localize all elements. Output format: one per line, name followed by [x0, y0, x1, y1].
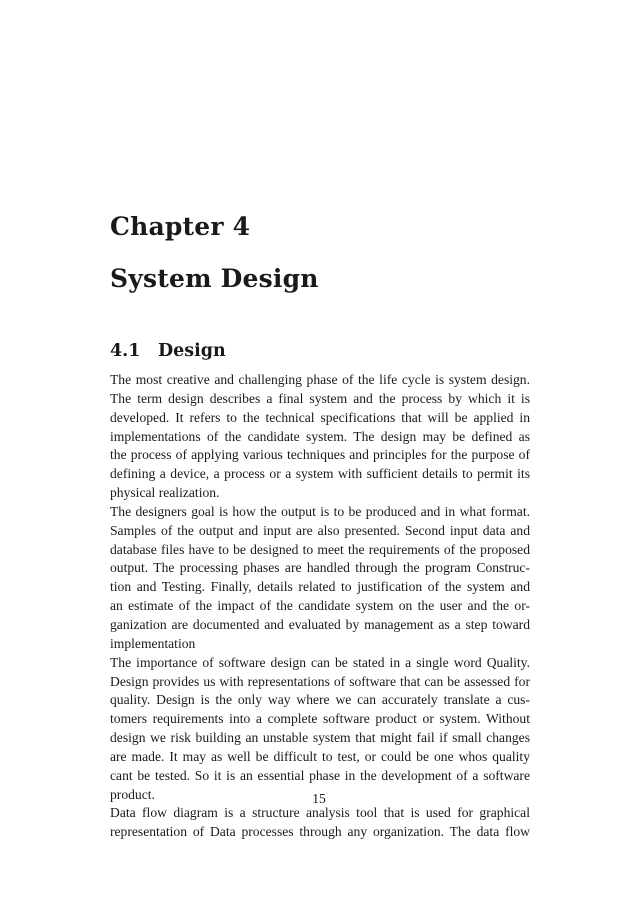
body-line: an estimate of the impact of the candidate system on the user and the or-: [110, 598, 530, 614]
chapter-label: Chapter 4: [110, 212, 251, 241]
section-title: Design: [158, 341, 226, 361]
body-text: [110, 371, 530, 842]
body-line: Design provides us with representations of software that can be assessed for: [110, 673, 530, 689]
body-line: The designers goal is how the output is to be produced and in what format.: [110, 503, 530, 519]
body-line: Data flow diagram is a structure analysis tool that is used for graphical: [110, 805, 530, 821]
body-line: tomers requirements into a complete software product or system. Without: [110, 711, 530, 727]
body-line: quality. Design is the only way where we can accurately translate a cus-: [110, 692, 530, 708]
body-line: developed. It refers to the technical specifications that will be applied in: [110, 409, 530, 425]
page-number: 15: [312, 791, 326, 806]
body-line: Samples of the output and input are also presented. Second input data and: [110, 522, 530, 538]
chapter-title: System Design: [110, 264, 319, 293]
body-line: output. The processing phases are handled through the program Construc-: [110, 560, 530, 576]
body-line: implementations of the candidate system. The design may be defined as: [110, 428, 530, 444]
body-line: representation of Data processes through any organization. The data flow: [110, 824, 530, 840]
body-line: database files have to be designed to meet the requirements of the proposed: [110, 541, 530, 557]
body-line: implementation: [110, 635, 196, 651]
section-number: 4.1: [110, 341, 141, 361]
body-line: design we risk building an unstable system that might fail if small changes: [110, 730, 530, 746]
body-line: product.: [110, 786, 155, 802]
body-line: cant be tested. So it is an essential phase in the development of a software: [110, 767, 530, 783]
body-line: The most creative and challenging phase of the life cycle is system design.: [110, 372, 530, 387]
body-line: physical realization.: [110, 485, 220, 501]
body-line: defining a device, a process or a system with sufficient details to permit its: [110, 466, 530, 482]
body-line: The term design describes a final system and the process by which it is: [110, 390, 530, 406]
body-line: tion and Testing. Finally, details related to justification of the system and: [110, 579, 530, 595]
section-heading: [110, 339, 226, 363]
body-line: are made. It may as well be difficult to test, or could be one whos quality: [110, 748, 530, 764]
body-line: The importance of software design can be stated in a single word Quality.: [110, 654, 530, 670]
body-line: the process of applying various techniques and principles for the purpose of: [110, 447, 530, 463]
body-line: ganization are documented and evaluated by management as a step toward: [110, 616, 530, 632]
